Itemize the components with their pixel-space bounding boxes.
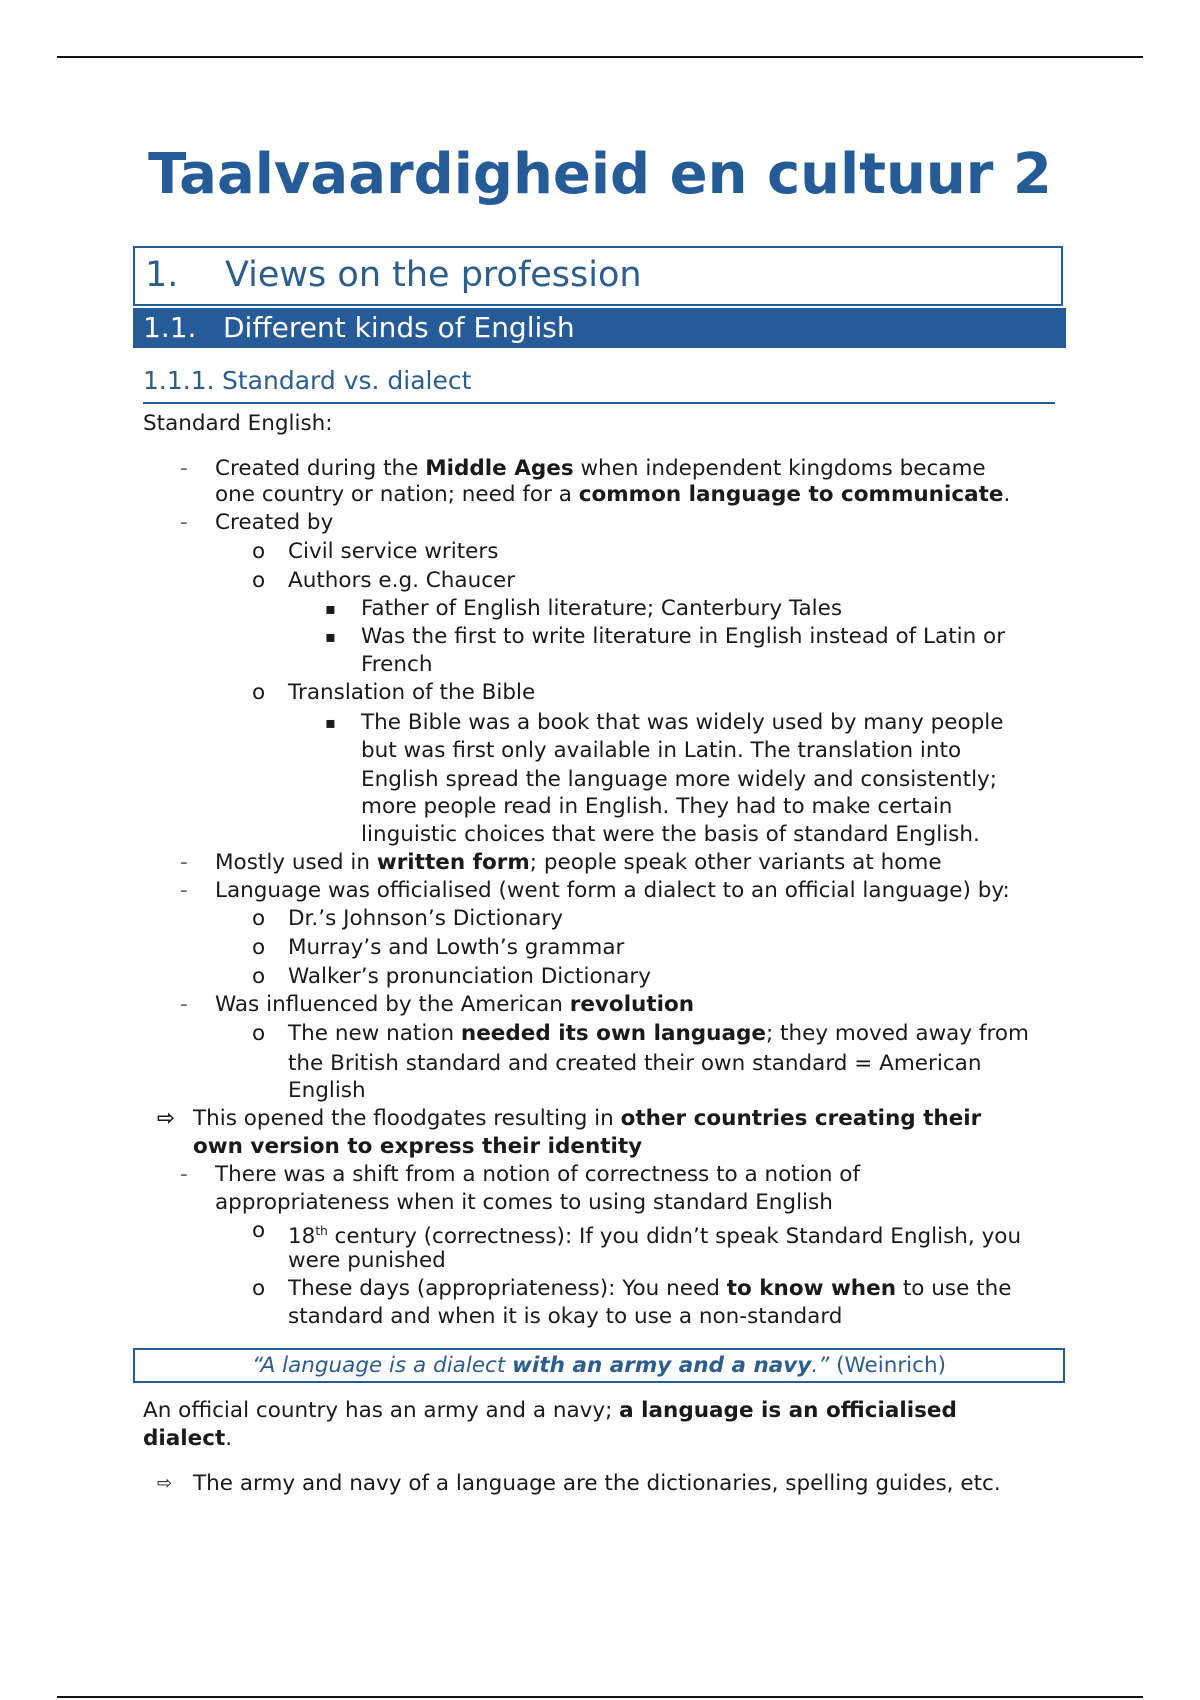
heading-1-number: 1. bbox=[145, 255, 179, 295]
bullet-middle-ages-line-1: Created during the Middle Ages when independent kingdoms became bbox=[215, 456, 986, 481]
item-translation: Translation of the Bible bbox=[288, 680, 536, 705]
bullet-shift-line-2: appropriateness when it comes to using standard English bbox=[215, 1190, 833, 1215]
item-18th-century-line-2: were punished bbox=[288, 1248, 446, 1273]
square-bullet-icon: ▪ bbox=[325, 627, 336, 646]
dash-bullet-icon: - bbox=[180, 992, 188, 1017]
heading-3-text: Standard vs. dialect bbox=[222, 366, 472, 395]
item-these-days-line-2: standard and when it is okay to use a non-standard bbox=[288, 1304, 843, 1329]
item-new-nation-line-3: English bbox=[288, 1078, 366, 1103]
heading-3-number: 1.1.1. bbox=[143, 366, 215, 395]
item-walker: Walker’s pronunciation Dictionary bbox=[288, 964, 651, 989]
arrow-right-outline-icon: ⇨ bbox=[157, 1473, 173, 1494]
bullet-middle-ages-line-2: one country or nation; need for a common language to communicate. bbox=[215, 482, 1011, 507]
bullet-created-by: Created by bbox=[215, 510, 334, 535]
item-bible-line-4: more people read in English. They had to make certain bbox=[361, 794, 953, 819]
item-new-nation-line-1: The new nation needed its own language; they moved away from bbox=[288, 1021, 1029, 1046]
bullet-officialised: Language was officialised (went form a dialect to an official language) by: bbox=[215, 878, 1010, 903]
arrow-floodgates-line-1: This opened the floodgates resulting in other countries creating their bbox=[193, 1106, 982, 1131]
dash-bullet-icon: - bbox=[180, 878, 188, 903]
bullet-american-revolution: Was influenced by the American revolution bbox=[215, 992, 695, 1017]
circle-bullet-icon: o bbox=[252, 1218, 266, 1243]
item-bible-line-5: linguistic choices that were the basis of standard English. bbox=[361, 822, 980, 847]
item-first-line-2: French bbox=[361, 652, 433, 677]
quote-box: “A language is a dialect with an army and a navy.” (Weinrich) bbox=[133, 1348, 1065, 1383]
circle-bullet-icon: o bbox=[252, 1021, 266, 1046]
item-18th-century-line-1: 18th century (correctness): If you didn’t speak Standard English, you bbox=[288, 1224, 1022, 1250]
heading-1-text: Views on the profession bbox=[225, 255, 642, 295]
item-johnson: Dr.’s Johnson’s Dictionary bbox=[288, 906, 563, 931]
heading-2-text: Different kinds of English bbox=[223, 311, 575, 344]
official-line-1: An official country has an army and a navy; a language is an officialised bbox=[143, 1398, 957, 1423]
circle-bullet-icon: o bbox=[252, 1276, 266, 1301]
item-civil-service: Civil service writers bbox=[288, 539, 499, 564]
circle-bullet-icon: o bbox=[252, 935, 266, 960]
bullet-shift-line-1: There was a shift from a notion of correctness to a notion of bbox=[215, 1162, 861, 1187]
item-these-days-line-1: These days (appropriateness): You need to know when to use the bbox=[288, 1276, 1012, 1301]
circle-bullet-icon: o bbox=[252, 568, 266, 593]
dash-bullet-icon: - bbox=[180, 456, 188, 481]
item-bible-line-1: The Bible was a book that was widely used by many people bbox=[361, 710, 1004, 735]
heading-1-box bbox=[133, 246, 1063, 306]
arrow-floodgates-line-2: own version to express their identity bbox=[193, 1134, 643, 1159]
intro-text: Standard English: bbox=[143, 411, 333, 436]
dash-bullet-icon: - bbox=[180, 1162, 188, 1187]
item-murray: Murray’s and Lowth’s grammar bbox=[288, 935, 625, 960]
item-first-line-1: Was the first to write literature in English instead of Latin or bbox=[361, 624, 1006, 649]
top-rule bbox=[57, 56, 1143, 58]
item-bible-line-3: English spread the language more widely and consistently; bbox=[361, 767, 998, 792]
circle-bullet-icon: o bbox=[252, 680, 266, 705]
heading-2-number: 1.1. bbox=[143, 311, 197, 344]
dash-bullet-icon: - bbox=[180, 510, 188, 535]
square-bullet-icon: ▪ bbox=[325, 713, 336, 732]
official-line-2: dialect. bbox=[143, 1426, 233, 1451]
square-bullet-icon: ▪ bbox=[325, 599, 336, 618]
bullet-written-form: Mostly used in written form; people speak other variants at home bbox=[215, 850, 942, 875]
circle-bullet-icon: o bbox=[252, 539, 266, 564]
arrow-army-navy: The army and navy of a language are the dictionaries, spelling guides, etc. bbox=[193, 1471, 1001, 1496]
item-new-nation-line-2: the British standard and created their own standard = American bbox=[288, 1051, 982, 1076]
dash-bullet-icon: - bbox=[180, 850, 188, 875]
item-bible-line-2: but was first only available in Latin. The translation into bbox=[361, 738, 962, 763]
circle-bullet-icon: o bbox=[252, 906, 266, 931]
bottom-rule bbox=[57, 1696, 1143, 1698]
item-authors: Authors e.g. Chaucer bbox=[288, 568, 516, 593]
arrow-right-icon: ⇨ bbox=[157, 1106, 176, 1131]
item-father: Father of English literature; Canterbury Tales bbox=[361, 596, 843, 621]
document-title: Taalvaardigheid en cultuur 2 bbox=[148, 142, 1052, 207]
heading-3 bbox=[143, 364, 1055, 404]
circle-bullet-icon: o bbox=[252, 964, 266, 989]
heading-2-bar bbox=[133, 308, 1066, 348]
